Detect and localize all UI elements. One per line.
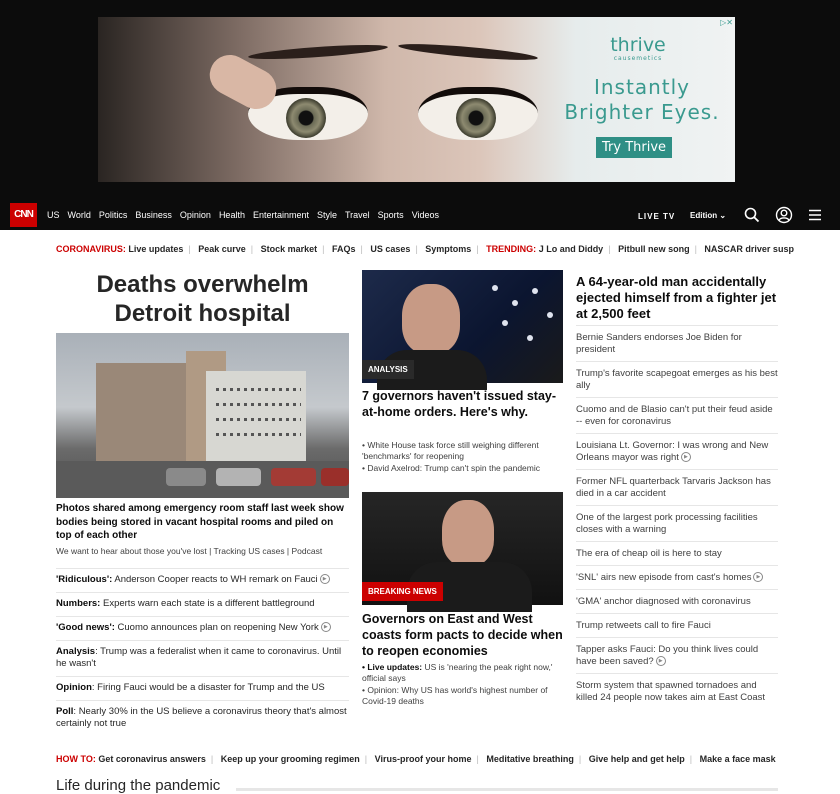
list-item[interactable]: One of the largest pork processing facilities closes with a warning [576,505,778,541]
coronavirus-label: CORONAVIRUS: [56,244,126,254]
ad-eye-right [418,87,538,140]
how-to-label: HOW TO: [56,754,96,764]
video-play-icon: ▶ [681,452,691,462]
nav-link-politics[interactable]: Politics [98,210,128,220]
list-item[interactable]: Tapper asks Fauci: Do you think lives could have been saved? ▶ [576,637,778,673]
list-item[interactable]: Analysis: Trump was a federalist when it came to coronavirus. Until he wasn't [56,640,349,676]
story-bullet-link[interactable]: • Opinion: Why US has world's highest number of Covid-19 deaths [362,685,548,706]
video-play-icon: ▶ [321,622,331,632]
trend-link[interactable]: US cases [370,244,411,254]
trend-link[interactable]: Stock market [260,244,318,254]
story-bullets [362,440,563,475]
cnn-logo[interactable]: CNN [10,203,37,227]
how-to-link[interactable]: Get coronavirus answers [98,754,206,764]
list-item[interactable]: 'Ridiculous': Anderson Cooper reacts to WH remark on Fauci ▶ [56,568,349,592]
video-play-icon: ▶ [753,572,763,582]
live-tv-link[interactable]: LIVE TV [638,212,676,221]
right-story-list [576,325,778,709]
story-bullet-link[interactable]: • David Axelrod: Trump can't spin the pandemic [362,463,540,473]
list-item[interactable]: Former NFL quarterback Tarvaris Jackson has died in a car accident [576,469,778,505]
list-item[interactable]: Opinion: Firing Fauci would be a disaster for Trump and the US [56,676,349,700]
story-bullets [362,662,563,708]
ad-brand-logo: thrive causemetics [610,34,666,62]
trend-link[interactable]: J Lo and Diddy [538,244,604,254]
lead-story-links[interactable]: We want to hear about those you've lost | Tracking US cases | Podcast [56,546,323,556]
nav-link-sports[interactable]: Sports [377,210,404,220]
how-to-bar: HOW TO: Get coronavirus answers | Keep up your grooming regimen | Virus-proof your home | Meditative breathing | Give help and get help | Make a face mask [56,754,776,764]
nav-link-videos[interactable]: Videos [411,210,440,220]
trending-label: TRENDING: [486,244,537,254]
trending-bar: CORONAVIRUS: Live updates | Peak curve | Stock market | FAQs | US cases | Symptoms | TRENDING: J Lo and Diddy | Pitbull new song | NASCAR driver susp [56,244,794,254]
section-title: Life during the pandemic [56,777,221,794]
video-play-icon: ▶ [320,574,330,584]
list-item[interactable]: 'SNL' airs new episode from cast's homes ▶ [576,565,778,589]
list-item[interactable]: Cuomo and de Blasio can't put their feud aside -- even for coronavirus [576,397,778,433]
story-bullet-link[interactable]: • Live updates: US is 'nearing the peak right now,' official says [362,662,553,683]
list-item[interactable]: Trump retweets call to fire Fauci [576,613,778,637]
nav-link-world[interactable]: World [67,210,91,220]
story-headline[interactable]: 7 governors haven't issued stay-at-home orders. Here's why. [362,389,557,419]
story-headline[interactable]: Governors on East and West coasts form pacts to decide when to reopen economies [362,612,563,658]
list-item[interactable]: Bernie Sanders endorses Joe Biden for president [576,325,778,361]
trend-link[interactable]: FAQs [332,244,356,254]
trend-link[interactable]: Symptoms [425,244,472,254]
ad-headline: Instantly Brighter Eyes. [564,75,720,124]
trend-link[interactable]: Live updates [128,244,184,254]
advertisement[interactable] [98,17,735,182]
analysis-badge: ANALYSIS [362,360,414,379]
list-item[interactable]: Louisiana Lt. Governor: I was wrong and New Orleans mayor was right ▶ [576,433,778,469]
how-to-link[interactable]: Keep up your grooming regimen [220,754,360,764]
edition-dropdown[interactable]: Edition ⌄ [690,211,727,220]
nav-link-business[interactable]: Business [135,210,172,220]
lead-story-image[interactable] [56,333,349,498]
user-account-icon[interactable] [775,206,793,224]
how-to-link[interactable]: Make a face mask [699,754,776,764]
nav-link-travel[interactable]: Travel [345,210,370,220]
ad-eyebrow-left [248,42,388,62]
nav-links [47,210,439,220]
list-item[interactable]: Storm system that spawned tornadoes and killed 24 people now takes aim at East Coast [576,673,778,709]
trend-link[interactable]: NASCAR driver susp [704,244,794,254]
ad-eyebrow-right [398,41,538,63]
how-to-link[interactable]: Virus-proof your home [374,754,472,764]
ad-banner-area [0,0,840,200]
trend-link[interactable]: Peak curve [198,244,246,254]
right-top-headline[interactable]: A 64-year-old man accidentally ejected himself from a fighter jet at 2,500 feet [576,274,777,321]
nav-link-health[interactable]: Health [218,210,245,220]
nav-link-style[interactable]: Style [316,210,337,220]
breaking-news-badge: BREAKING NEWS [362,582,443,601]
ad-cta-button[interactable]: Try Thrive [596,137,672,158]
how-to-link[interactable]: Meditative breathing [486,754,574,764]
list-item[interactable]: 'GMA' anchor diagnosed with coronavirus [576,589,778,613]
lead-story-title[interactable]: Deaths overwhelm Detroit hospital [96,271,309,327]
menu-icon[interactable] [806,206,824,224]
nav-link-opinion[interactable]: Opinion [179,210,211,220]
lead-story-caption[interactable]: Photos shared among emergency room staff last week show bodies being stored in vacant hospital rooms and piled on top of each other [56,503,344,541]
how-to-link[interactable]: Give help and get help [588,754,685,764]
list-item[interactable]: 'Good news': Cuomo announces plan on reopening New York ▶ [56,616,349,640]
video-play-icon: ▶ [656,656,666,666]
trend-link[interactable]: Pitbull new song [618,244,690,254]
left-story-list [56,568,349,736]
story-bullet-link[interactable]: • White House task force still weighing different 'benchmarks' for reopening [362,440,539,461]
list-item[interactable]: Poll: Nearly 30% in the US believe a coronavirus theory that's almost certainly not true [56,700,349,736]
adchoices-icon[interactable]: ▷✕ [720,18,733,27]
nav-link-us[interactable]: US [47,210,60,220]
section-divider [236,788,778,791]
nav-link-entertainment[interactable]: Entertainment [252,210,309,220]
search-icon[interactable] [743,206,761,224]
list-item[interactable]: Numbers: Experts warn each state is a different battleground [56,592,349,616]
list-item[interactable]: Trump's favorite scapegoat emerges as his best ally [576,361,778,397]
list-item[interactable]: The era of cheap oil is here to stay [576,541,778,565]
